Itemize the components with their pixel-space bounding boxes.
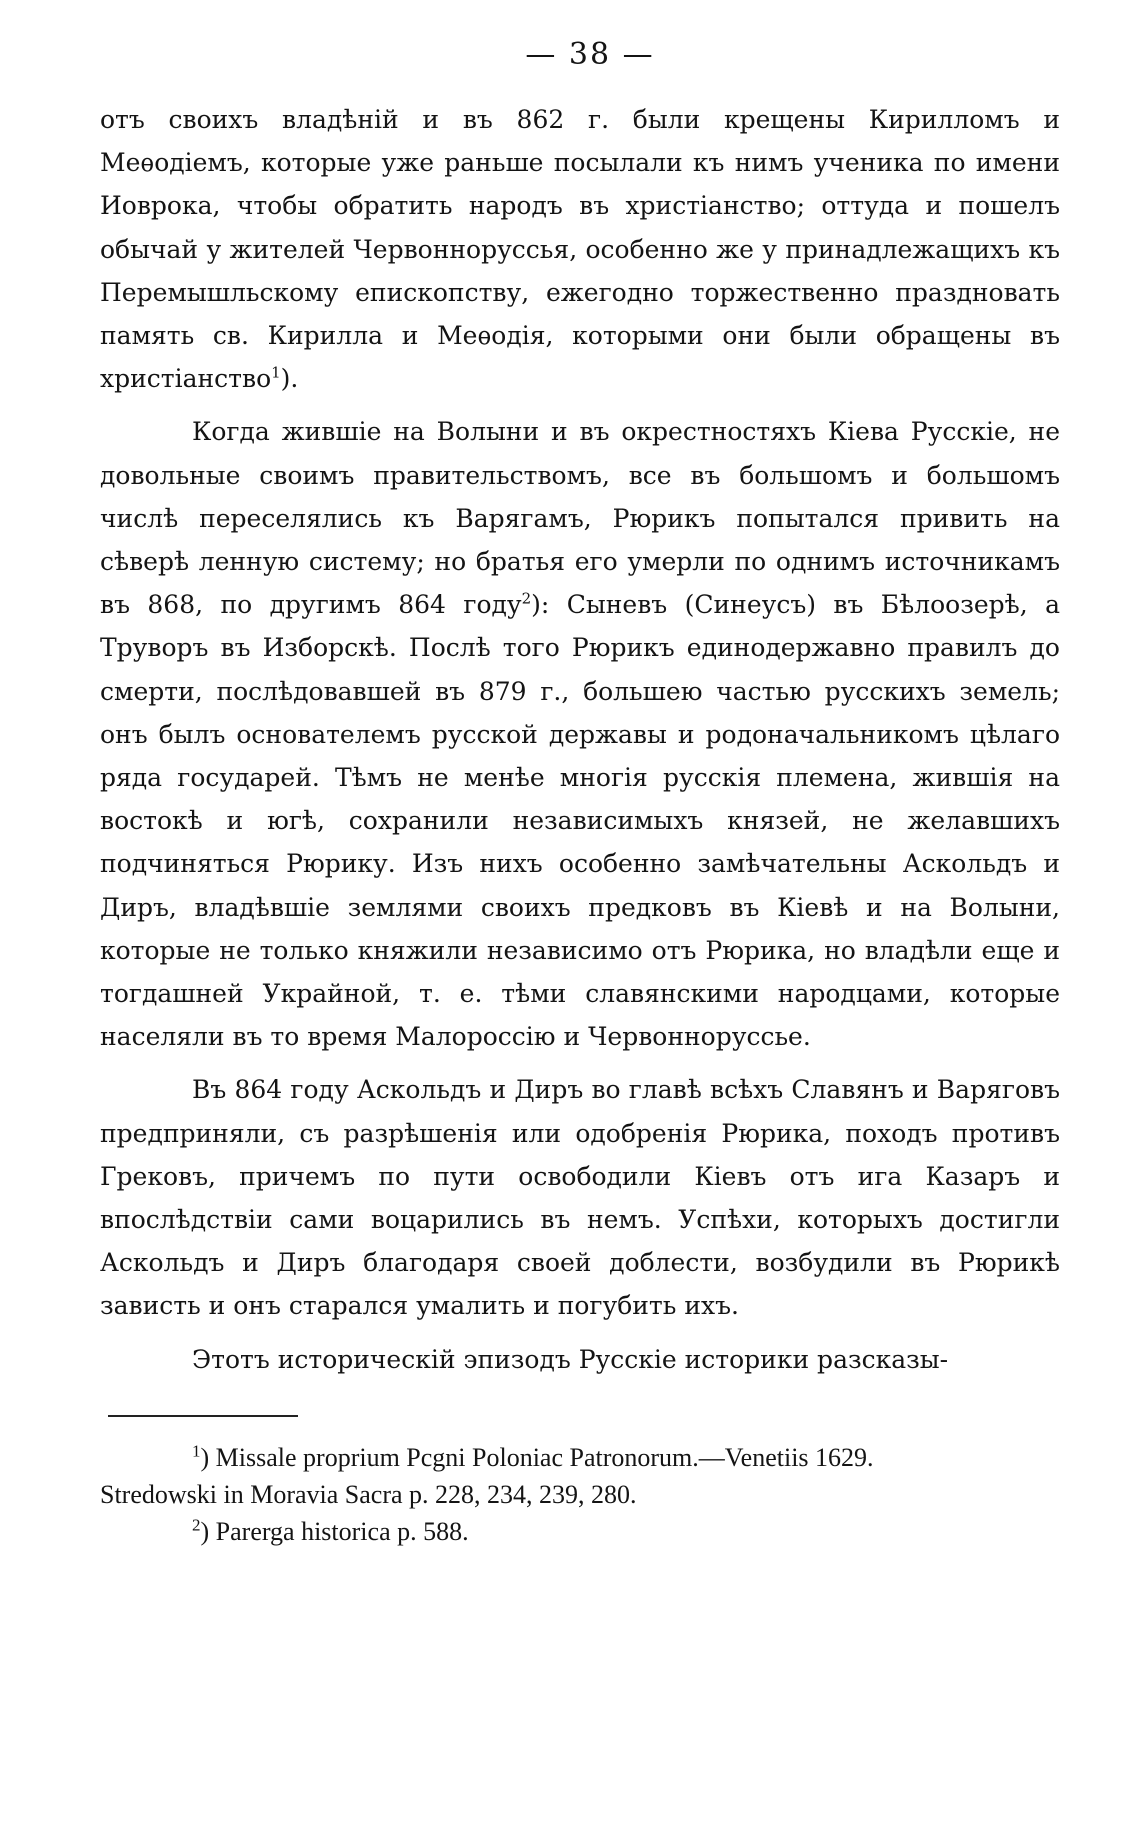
page-number: — 38 — [525,37,655,72]
footnote-1-line-1: ) Missale proprium Pcgni Poloniac Patronorum.—Venetiis 1629. [200,1442,874,1472]
footnote-ref-2[interactable]: 2 [521,589,532,608]
footnote-1 [100,1439,1060,1513]
footnote-2 [100,1513,1060,1550]
footnote-1-line-2: Stredowski in Moravia Sacra p. 228, 234, 239, 280. [100,1479,637,1509]
paragraph-2-text-a: Когда жившіе на Волыни и въ окрестностяхъ Кіева Русскіе, не довольные своимъ правительствомъ, все въ большомъ и большомъ числѣ переселялись къ Варягамъ, Рюрикъ попытался привить на сѣверѣ ленную систему; но братья его умерли по однимъ источникамъ въ 868, по другимъ 864 году [100,417,1060,620]
footnote-2-text: ) Parerga historica p. 588. [200,1516,469,1546]
paragraph-1-tail: ). [280,364,299,394]
footnote-2-mark: 2 [192,1515,201,1535]
paragraph-2-text-b: ): Сыневъ (Синеусъ) въ Бѣлоозерѣ, а Труворъ въ Изборскѣ. Послѣ того Рюрикъ единодержавно правилъ до смерти, послѣдовавшей въ 879 г., большею частью русскихъ земель; онъ былъ основателемъ русской державы и родоначальникомъ цѣлаго ряда государей. Тѣмъ не менѣе многія русскія племена, жившія на востокѣ и югѣ, сохранили независимыхъ князей, не желавшихъ подчиняться Рюрику. Изъ нихъ особенно замѣчательны Аскольдъ и Диръ, владѣвшіе землями своихъ предковъ въ Кіевѣ и на Волыни, которые не только княжили независимо отъ Рюрика, но владѣли еще и тогдашней Украйной, т. е. тѣми славянскими народцами, которые населяли въ то время Малороссію и Червонноруссье. [100,590,1060,1052]
paragraph-1-text: отъ своихъ владѣній и въ 862 г. были крещены Кирилломъ и Меѳодіемъ, которые уже раньше посылали къ нимъ ученика по имени Иоврока, чтобы обратить народъ въ христіанство; оттуда и пошелъ обычай у жителей Червонноруссья, особенно же у принадлежащихъ къ Перемышльскому епископству, ежегодно торжественно праздновать память св. Кирилла и Меѳодія, которыми они были обращены въ христіанство [100,105,1060,394]
footnote-1-mark: 1 [192,1441,201,1461]
paragraph-1 [100,98,1060,400]
paragraph-4-text: Этотъ историческій эпизодъ Русскіе историки разсказы- [192,1344,949,1374]
paragraph-3-text: Въ 864 году Аскольдъ и Диръ во главѣ всѣхъ Славянъ и Варяговъ предприняли, съ разрѣшенія или одобренія Рюрика, походъ противъ Грековъ, причемъ по пути освободили Кіевъ отъ ига Казаръ и впослѣдствіи сами воцарились въ немъ. Успѣхи, которыхъ достигли Аскольдъ и Диръ благодаря своей доблести, возбудили въ Рюрикѣ зависть и онъ старался умалить и погубить ихъ. [100,1075,1060,1321]
footnotes [100,1439,1060,1550]
paragraph-4 [100,1338,1060,1381]
footnote-ref-1[interactable]: 1 [271,363,281,382]
book-page [100,37,1060,1550]
main-text [100,98,1060,1381]
paragraph-3 [100,1068,1060,1327]
paragraph-2 [100,410,1060,1058]
footnote-divider [108,1415,298,1417]
